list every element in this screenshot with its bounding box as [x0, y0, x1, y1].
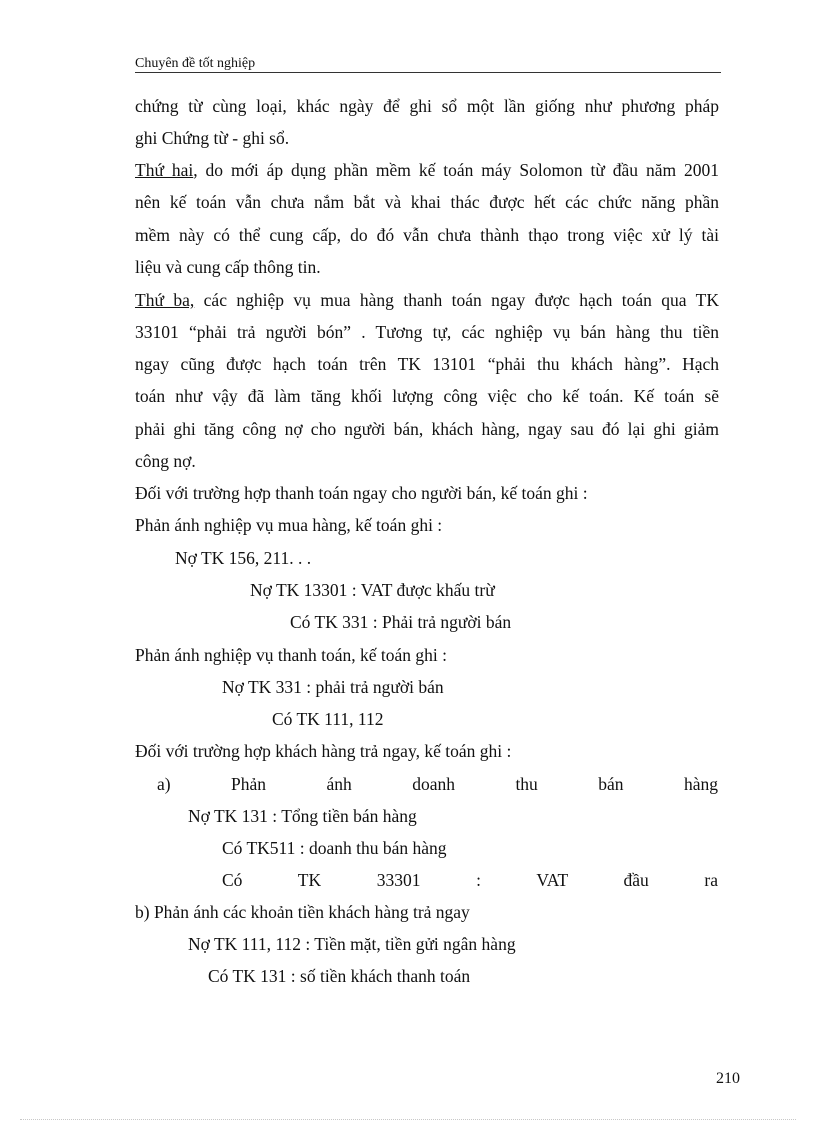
entry-line: Nợ TK 156, 211. . .: [175, 548, 312, 568]
entry-line: Nợ TK 331 : phải trả người bán: [222, 677, 444, 697]
header-title: Chuyên đề tốt nghiệp: [135, 56, 256, 71]
entry-line: Có TK511 : doanh thu bán hàng: [222, 838, 447, 858]
text-line: chứng từ cùng loại, khác ngày để ghi sổ một lần giống như phương pháp: [135, 96, 719, 116]
underlined-lead: Thứ hai: [135, 160, 194, 180]
text-line: Thứ ba, các nghiệp vụ mua hàng thanh toán ngay được hạch toán qua TK: [135, 290, 719, 310]
text-line: ngay cũng được hạch toán trên TK 13101 “phải thu khách hàng”. Hạch: [135, 354, 719, 374]
entry-line: Nợ TK 111, 112 : Tiền mặt, tiền gửi ngân hàng: [188, 934, 516, 954]
underlined-lead: Thứ ba,: [135, 290, 195, 310]
entry-line: a) Phản ánh doanh thu bán hàng: [157, 774, 718, 794]
text-line: công nợ.: [135, 451, 196, 471]
text-line: Phản ánh nghiệp vụ mua hàng, kế toán ghi :: [135, 515, 443, 535]
entry-line: Nợ TK 131 : Tổng tiền bán hàng: [188, 806, 417, 826]
text-line: ghi Chứng từ - ghi sổ.: [135, 128, 290, 148]
text-line: phải ghi tăng công nợ cho người bán, khách hàng, ngay sau đó lại ghi giảm: [135, 419, 719, 439]
entry-line: Nợ TK 13301 : VAT được khấu trừ: [250, 580, 495, 600]
entry-line: Có TK 33301 : VAT đầu ra: [222, 870, 718, 890]
text-line: Phản ánh nghiệp vụ thanh toán, kế toán ghi :: [135, 645, 448, 665]
text-line: liệu và cung cấp thông tin.: [135, 257, 321, 277]
page-number: 210: [716, 1070, 740, 1087]
text-line: Đối với trường hợp khách hàng trả ngay, kế toán ghi :: [135, 741, 512, 761]
text-line: Đối với trường hợp thanh toán ngay cho người bán, kế toán ghi :: [135, 483, 588, 503]
text-line: b) Phản ánh các khoản tiền khách hàng trả ngay: [135, 902, 470, 922]
page-bottom-divider: [20, 1119, 796, 1120]
text-line: 33101 “phải trả người bón” . Tương tự, các nghiệp vụ bán hàng thu tiền: [135, 322, 719, 342]
text-line: toán như vậy đã làm tăng khối lượng công việc cho kế toán. Kế toán sẽ: [135, 386, 719, 406]
entry-line: Có TK 131 : số tiền khách thanh toán: [208, 966, 471, 986]
text-line: nên kế toán vẫn chưa nắm bắt và khai thác được hết các chức năng phần: [135, 192, 719, 212]
entry-line: Có TK 331 : Phải trả người bán: [290, 612, 512, 632]
entry-line: Có TK 111, 112: [272, 709, 384, 729]
text-line: Thứ hai, do mới áp dụng phần mềm kế toán máy Solomon từ đầu năm 2001: [135, 160, 719, 180]
text-line: mềm này có thể cung cấp, do đó vẫn chưa thành thạo trong việc xử lý tài: [135, 225, 719, 245]
page-header: [135, 54, 721, 73]
